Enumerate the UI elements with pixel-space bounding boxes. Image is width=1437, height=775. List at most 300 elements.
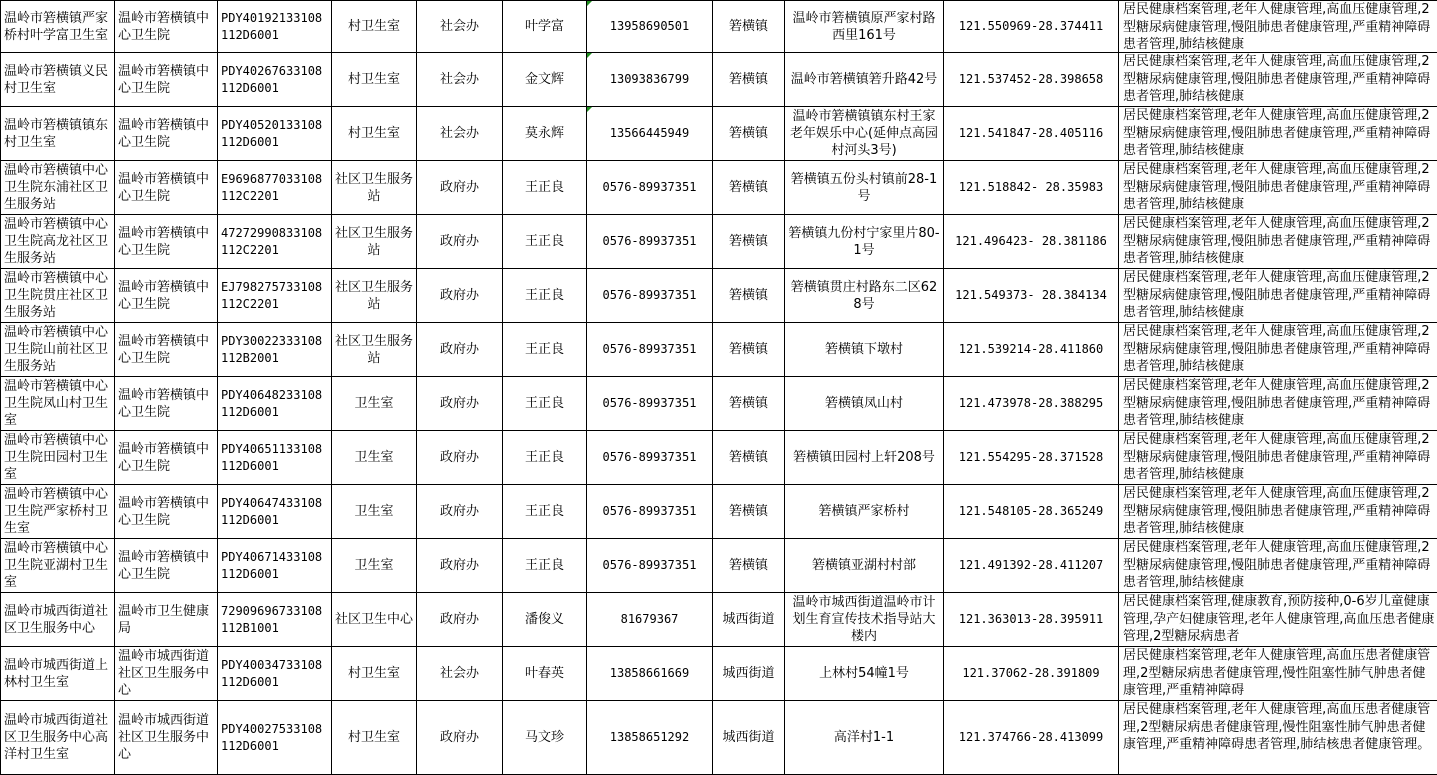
cell-operator-type[interactable] [417, 1, 503, 53]
cell-services[interactable] [1119, 539, 1437, 593]
cell-facility-type[interactable] [332, 323, 417, 377]
cell-org-code[interactable] [218, 647, 332, 701]
cell-facility-name[interactable] [1, 269, 115, 323]
cell-address-text: 高洋村1-1 [834, 730, 894, 745]
cell-org-code-text: E9696877033108112C2201 [221, 172, 322, 203]
cell-facility-name[interactable] [1, 323, 115, 377]
services-clip [1123, 269, 1435, 321]
cell-org-code-text: 47272990833108112C2201 [221, 226, 322, 257]
cell-operator-type[interactable] [417, 161, 503, 215]
cell-town[interactable] [713, 593, 785, 647]
cell-address-text: 箬横镇严家桥村 [818, 504, 909, 519]
cell-coordinates[interactable] [944, 161, 1119, 215]
cell-coordinates[interactable] [944, 539, 1119, 593]
cell-phone-text: 0576-89937351 [603, 288, 697, 302]
cell-operator-type-text: 社会办 [440, 666, 479, 681]
cell-phone-text: 13958690501 [610, 19, 689, 33]
cell-operator-type-text: 政府办 [440, 396, 479, 411]
cell-phone[interactable] [587, 485, 713, 539]
services-clip [1123, 431, 1435, 483]
cell-phone[interactable] [587, 701, 713, 775]
cell-coordinates[interactable] [944, 1, 1119, 53]
cell-facility-type-text: 村卫生室 [348, 666, 400, 681]
services-clip [1123, 1, 1435, 51]
cell-facility-name-text: 温岭市箬横镇义民村卫生室 [4, 64, 108, 96]
table-row [1, 647, 1437, 701]
cell-phone[interactable] [587, 1, 713, 53]
cell-services-text: 居民健康档案管理,老年人健康管理,高血压健康管理,2型糖尿病健康管理,慢阻肺患者健康管理,严重精神障碍患者管理,肺结核健康 [1123, 108, 1430, 158]
cell-phone-text: 13858661669 [610, 666, 689, 680]
cell-coordinates-text: 121.363013-28.395911 [959, 612, 1104, 626]
cell-coordinates-text: 121.496423- 28.381186 [955, 234, 1107, 248]
table-row [1, 485, 1437, 539]
cell-facility-name[interactable] [1, 377, 115, 431]
cell-facility-name[interactable] [1, 107, 115, 161]
table-row [1, 215, 1437, 269]
cell-contact-person[interactable] [503, 431, 587, 485]
cell-address-text: 箬横镇亚湖村村部 [812, 558, 916, 573]
cell-services-text: 居民健康档案管理,老年人健康管理,高血压健康管理,2型糖尿病健康管理,慢阻肺患者健康管理,严重精神障碍患者管理,肺结核健康 [1123, 378, 1430, 428]
cell-facility-name-text: 温岭市城西街道社区卫生服务中心 [4, 604, 108, 636]
cell-coordinates[interactable] [944, 647, 1119, 701]
cell-coordinates[interactable] [944, 53, 1119, 107]
cell-parent-org[interactable] [115, 647, 218, 701]
cell-operator-type-text: 政府办 [440, 450, 479, 465]
cell-org-code-text: PDY40034733108112D6001 [221, 658, 322, 689]
cell-operator-type-text: 政府办 [440, 234, 479, 249]
cell-contact-person-text: 叶学富 [525, 19, 564, 34]
cell-parent-org[interactable] [115, 1, 218, 53]
cell-parent-org[interactable] [115, 53, 218, 107]
cell-facility-type[interactable] [332, 107, 417, 161]
services-clip [1123, 53, 1435, 105]
cell-org-code[interactable] [218, 323, 332, 377]
cell-coordinates[interactable] [944, 377, 1119, 431]
cell-facility-type-text: 社区卫生服务站 [335, 172, 413, 204]
cell-address[interactable] [785, 107, 944, 161]
cell-parent-org-text: 温岭市箬横镇中心卫生院 [118, 172, 209, 204]
cell-facility-type[interactable] [332, 539, 417, 593]
cell-org-code-text: PDY40671433108112D6001 [221, 550, 322, 581]
cell-address[interactable] [785, 1, 944, 53]
cell-facility-name-text: 温岭市箬横镇中心卫生院贯庄社区卫生服务站 [4, 271, 108, 320]
cell-town[interactable] [713, 377, 785, 431]
cell-parent-org-text: 温岭市箬横镇中心卫生院 [118, 64, 209, 96]
cell-address[interactable] [785, 701, 944, 775]
cell-town[interactable] [713, 323, 785, 377]
cell-phone[interactable] [587, 539, 713, 593]
cell-facility-type[interactable] [332, 485, 417, 539]
cell-town-text: 箬横镇 [729, 342, 768, 357]
cell-operator-type-text: 政府办 [440, 558, 479, 573]
cell-address[interactable] [785, 377, 944, 431]
cell-services-text: 居民健康档案管理,健康教育,预防接种,0-6岁儿童健康管理,孕产妇健康管理,老年人健康管理,高血压患者健康管理,2型糖尿病患者 [1123, 594, 1434, 644]
cell-org-code[interactable] [218, 377, 332, 431]
cell-address[interactable] [785, 485, 944, 539]
cell-phone[interactable] [587, 53, 713, 107]
cell-address[interactable] [785, 269, 944, 323]
cell-facility-type-text: 卫生室 [354, 450, 393, 465]
cell-coordinates-text: 121.541847-28.405116 [959, 126, 1104, 140]
cell-coordinates[interactable] [944, 323, 1119, 377]
cell-facility-type[interactable] [332, 161, 417, 215]
cell-contact-person-text: 马文珍 [525, 730, 564, 745]
cell-town[interactable] [713, 215, 785, 269]
cell-operator-type[interactable] [417, 269, 503, 323]
cell-facility-type[interactable] [332, 53, 417, 107]
cell-phone-text: 13566445949 [610, 126, 689, 140]
cell-org-code[interactable] [218, 215, 332, 269]
cell-services[interactable] [1119, 431, 1437, 485]
cell-address-text: 箬横镇九份村宁家里片80-1号 [788, 226, 939, 258]
cell-address-text: 温岭市城西街道温岭市计划生育宣传技术指导站大楼内 [792, 595, 935, 644]
cell-facility-name[interactable] [1, 161, 115, 215]
cell-services[interactable] [1119, 377, 1437, 431]
cell-services[interactable] [1119, 701, 1437, 775]
cell-phone[interactable] [587, 593, 713, 647]
cell-facility-type-text: 村卫生室 [348, 19, 400, 34]
cell-phone[interactable] [587, 269, 713, 323]
cell-facility-name[interactable] [1, 485, 115, 539]
cell-town-text: 城西街道 [722, 666, 774, 681]
cell-org-code[interactable] [218, 1, 332, 53]
cell-org-code[interactable] [218, 107, 332, 161]
cell-town[interactable] [713, 107, 785, 161]
cell-org-code[interactable] [218, 161, 332, 215]
cell-facility-type-text: 社区卫生服务站 [335, 226, 413, 258]
cell-facility-name-text: 温岭市城西街道社区卫生服务中心高洋村卫生室 [4, 713, 108, 762]
cell-parent-org[interactable] [115, 323, 218, 377]
cell-phone[interactable] [587, 323, 713, 377]
cell-facility-type[interactable] [332, 269, 417, 323]
cell-org-code[interactable] [218, 539, 332, 593]
cell-contact-person[interactable] [503, 269, 587, 323]
cell-address-text: 箬横镇贯庄村路东二区628号 [791, 280, 938, 312]
cell-parent-org[interactable] [115, 539, 218, 593]
cell-phone-text: 0576-89937351 [603, 234, 697, 248]
cell-address-text: 箬横镇五份头村镇前28-1号 [791, 172, 938, 204]
cell-phone-text: 81679367 [621, 612, 679, 626]
cell-org-code[interactable] [218, 53, 332, 107]
cell-org-code-text: PDY40648233108112D6001 [221, 388, 322, 419]
cell-coordinates-text: 121.549373- 28.384134 [955, 288, 1107, 302]
cell-org-code-text: PDY40192133108112D6001 [221, 11, 322, 42]
cell-operator-type[interactable] [417, 539, 503, 593]
cell-parent-org-text: 温岭市箬横镇中心卫生院 [118, 550, 209, 582]
cell-operator-type[interactable] [417, 377, 503, 431]
table-row [1, 593, 1437, 647]
cell-address[interactable] [785, 161, 944, 215]
cell-town[interactable] [713, 539, 785, 593]
comment-marker-icon [587, 1, 592, 6]
cell-parent-org-text: 温岭市箬横镇中心卫生院 [118, 496, 209, 528]
cell-operator-type[interactable] [417, 53, 503, 107]
cell-services[interactable] [1119, 593, 1437, 647]
cell-parent-org-text: 温岭市卫生健康局 [118, 604, 209, 636]
cell-parent-org[interactable] [115, 377, 218, 431]
cell-services[interactable] [1119, 647, 1437, 701]
cell-parent-org[interactable] [115, 107, 218, 161]
cell-facility-type-text: 卫生室 [354, 504, 393, 519]
cell-operator-type[interactable] [417, 323, 503, 377]
cell-town-text: 箬横镇 [729, 72, 768, 87]
cell-operator-type[interactable] [417, 485, 503, 539]
cell-coordinates[interactable] [944, 485, 1119, 539]
table-row [1, 107, 1437, 161]
cell-contact-person[interactable] [503, 53, 587, 107]
cell-address[interactable] [785, 539, 944, 593]
cell-operator-type-text: 政府办 [440, 342, 479, 357]
cell-facility-name-text: 温岭市箬横镇中心卫生院高龙社区卫生服务站 [4, 217, 108, 266]
services-clip [1123, 215, 1435, 267]
services-clip [1123, 701, 1435, 754]
cell-org-code[interactable] [218, 485, 332, 539]
cell-parent-org-text: 温岭市城西街道社区卫生服务中心 [118, 649, 209, 698]
cell-facility-type-text: 社区卫生中心 [335, 612, 413, 627]
cell-operator-type-text: 政府办 [440, 288, 479, 303]
cell-facility-type-text: 村卫生室 [348, 72, 400, 87]
services-clip [1123, 647, 1435, 699]
cell-facility-name-text: 温岭市箬横镇中心卫生院田园村卫生室 [4, 433, 108, 482]
cell-parent-org-text: 温岭市箬横镇中心卫生院 [118, 11, 209, 43]
cell-org-code-text: PDY40027533108112D6001 [221, 722, 322, 753]
cell-phone-text: 0576-89937351 [603, 450, 697, 464]
cell-contact-person-text: 王正良 [525, 180, 564, 195]
cell-town[interactable] [713, 485, 785, 539]
cell-services-text: 居民健康档案管理,老年人健康管理,高血压健康管理,2型糖尿病健康管理,慢阻肺患者健康管理,严重精神障碍患者管理,肺结核健康 [1123, 54, 1430, 104]
cell-parent-org[interactable] [115, 593, 218, 647]
cell-coordinates[interactable] [944, 215, 1119, 269]
cell-contact-person[interactable] [503, 701, 587, 775]
cell-operator-type-text: 政府办 [440, 504, 479, 519]
cell-services[interactable] [1119, 269, 1437, 323]
cell-services-text: 居民健康档案管理,老年人健康管理,高血压患者健康管理,2型糖尿病患者健康管理,慢性阻塞性肺气肿患者健康管理,严重精神障碍 [1123, 648, 1430, 698]
cell-facility-name[interactable] [1, 215, 115, 269]
cell-services-text: 居民健康档案管理,老年人健康管理,高血压健康管理,2型糖尿病健康管理,慢阻肺患者健康管理,严重精神障碍患者管理,肺结核健康 [1123, 432, 1430, 482]
cell-address[interactable] [785, 647, 944, 701]
cell-contact-person[interactable] [503, 107, 587, 161]
cell-contact-person-text: 潘俊义 [525, 612, 564, 627]
cell-facility-name[interactable] [1, 593, 115, 647]
cell-parent-org-text: 温岭市箬横镇中心卫生院 [118, 334, 209, 366]
cell-contact-person[interactable] [503, 161, 587, 215]
cell-contact-person-text: 叶春英 [525, 666, 564, 681]
cell-coordinates-text: 121.37062-28.391809 [962, 666, 1099, 680]
cell-phone[interactable] [587, 431, 713, 485]
cell-facility-name-text: 温岭市箬横镇中心卫生院凤山村卫生室 [4, 379, 108, 428]
cell-contact-person-text: 王正良 [525, 234, 564, 249]
cell-facility-name-text: 温岭市箬横镇中心卫生院亚湖村卫生室 [4, 541, 108, 590]
cell-operator-type[interactable] [417, 431, 503, 485]
cell-services[interactable] [1119, 485, 1437, 539]
cell-address-text: 箬横镇凤山村 [825, 396, 903, 411]
cell-town[interactable] [713, 431, 785, 485]
cell-address[interactable] [785, 53, 944, 107]
table-row [1, 323, 1437, 377]
cell-parent-org[interactable] [115, 269, 218, 323]
cell-org-code-text: PDY30022333108112B2001 [221, 334, 322, 365]
cell-facility-type[interactable] [332, 377, 417, 431]
cell-phone[interactable] [587, 161, 713, 215]
cell-operator-type[interactable] [417, 593, 503, 647]
cell-contact-person[interactable] [503, 593, 587, 647]
cell-coordinates[interactable] [944, 107, 1119, 161]
cell-facility-name-text: 温岭市箬横镇严家桥村叶学富卫生室 [4, 11, 108, 43]
cell-town[interactable] [713, 269, 785, 323]
cell-operator-type[interactable] [417, 701, 503, 775]
cell-services[interactable] [1119, 1, 1437, 53]
cell-facility-name-text: 温岭市城西街道上林村卫生室 [4, 658, 108, 690]
cell-services-text: 居民健康档案管理,老年人健康管理,高血压健康管理,2型糖尿病健康管理,慢阻肺患者健康管理,严重精神障碍患者管理,肺结核健康 [1123, 324, 1430, 374]
cell-facility-name[interactable] [1, 53, 115, 107]
cell-coordinates[interactable] [944, 701, 1119, 775]
cell-facility-type-text: 卫生室 [354, 396, 393, 411]
cell-phone-text: 0576-89937351 [603, 396, 697, 410]
cell-phone-text: 0576-89937351 [603, 180, 697, 194]
cell-services-text: 居民健康档案管理,老年人健康管理,高血压健康管理,2型糖尿病健康管理,慢阻肺患者健康管理,严重精神障碍患者管理,肺结核健康 [1123, 540, 1430, 590]
cell-facility-name[interactable] [1, 701, 115, 775]
cell-contact-person-text: 王正良 [525, 558, 564, 573]
cell-facility-name-text: 温岭市箬横镇中心卫生院山前社区卫生服务站 [4, 325, 108, 374]
table-row [1, 701, 1437, 775]
cell-org-code-text: PDY40647433108112D6001 [221, 496, 322, 527]
cell-contact-person[interactable] [503, 215, 587, 269]
cell-contact-person[interactable] [503, 647, 587, 701]
cell-town-text: 城西街道 [722, 612, 774, 627]
cell-coordinates-text: 121.374766-28.413099 [959, 730, 1104, 744]
cell-town-text: 箬横镇 [729, 126, 768, 141]
cell-contact-person-text: 莫永辉 [525, 126, 564, 141]
cell-facility-type[interactable] [332, 1, 417, 53]
cell-facility-name-text: 温岭市箬横镇镇东村卫生室 [4, 118, 108, 150]
table-body [1, 1, 1437, 775]
cell-address-text: 上林村54幢1号 [819, 666, 909, 681]
cell-parent-org[interactable] [115, 215, 218, 269]
cell-parent-org[interactable] [115, 431, 218, 485]
cell-services-text: 居民健康档案管理,老年人健康管理,高血压健康管理,2型糖尿病健康管理,慢阻肺患者健康管理,严重精神障碍患者管理,肺结核健康 [1123, 2, 1430, 51]
cell-contact-person-text: 王正良 [525, 504, 564, 519]
cell-phone[interactable] [587, 377, 713, 431]
cell-org-code[interactable] [218, 269, 332, 323]
cell-phone-text: 13093836799 [610, 72, 689, 86]
cell-town-text: 箬横镇 [729, 180, 768, 195]
cell-address-text: 箬横镇下墩村 [825, 342, 903, 357]
cell-coordinates-text: 121.539214-28.411860 [959, 342, 1104, 356]
cell-parent-org-text: 温岭市箬横镇中心卫生院 [118, 388, 209, 420]
cell-facility-type-text: 村卫生室 [348, 730, 400, 745]
cell-services[interactable] [1119, 323, 1437, 377]
cell-services-text: 居民健康档案管理,老年人健康管理,高血压健康管理,2型糖尿病健康管理,慢阻肺患者健康管理,严重精神障碍患者管理,肺结核健康 [1123, 486, 1430, 536]
cell-facility-type[interactable] [332, 593, 417, 647]
cell-services[interactable] [1119, 161, 1437, 215]
cell-org-code-text: PDY40520133108112D6001 [221, 118, 322, 149]
cell-town-text: 城西街道 [722, 730, 774, 745]
cell-org-code[interactable] [218, 431, 332, 485]
cell-phone-text: 0576-89937351 [603, 504, 697, 518]
cell-facility-name[interactable] [1, 431, 115, 485]
cell-facility-type[interactable] [332, 431, 417, 485]
cell-services[interactable] [1119, 215, 1437, 269]
cell-coordinates[interactable] [944, 269, 1119, 323]
cell-facility-type[interactable] [332, 215, 417, 269]
cell-town[interactable] [713, 647, 785, 701]
cell-services-text: 居民健康档案管理,老年人健康管理,高血压健康管理,2型糖尿病健康管理,慢阻肺患者健康管理,严重精神障碍患者管理,肺结核健康 [1123, 270, 1430, 320]
cell-services[interactable] [1119, 53, 1437, 107]
cell-parent-org[interactable] [115, 485, 218, 539]
cell-operator-type[interactable] [417, 647, 503, 701]
cell-facility-type-text: 村卫生室 [348, 126, 400, 141]
cell-contact-person[interactable] [503, 323, 587, 377]
cell-coordinates-text: 121.473978-28.388295 [959, 396, 1104, 410]
cell-town[interactable] [713, 53, 785, 107]
cell-contact-person[interactable] [503, 377, 587, 431]
cell-operator-type-text: 社会办 [440, 126, 479, 141]
cell-parent-org[interactable] [115, 161, 218, 215]
cell-org-code[interactable] [218, 593, 332, 647]
cell-town-text: 箬横镇 [729, 450, 768, 465]
cell-town[interactable] [713, 1, 785, 53]
cell-coordinates[interactable] [944, 431, 1119, 485]
cell-facility-type-text: 卫生室 [354, 558, 393, 573]
cell-contact-person[interactable] [503, 485, 587, 539]
cell-contact-person[interactable] [503, 539, 587, 593]
cell-town[interactable] [713, 701, 785, 775]
cell-facility-type-text: 社区卫生服务站 [335, 280, 413, 312]
cell-town-text: 箬横镇 [729, 288, 768, 303]
cell-operator-type[interactable] [417, 215, 503, 269]
cell-parent-org-text: 温岭市城西街道社区卫生服务中心 [118, 713, 209, 762]
comment-marker-icon [587, 107, 592, 112]
cell-contact-person[interactable] [503, 1, 587, 53]
cell-operator-type[interactable] [417, 107, 503, 161]
table-row [1, 161, 1437, 215]
cell-address-text: 箬横镇田园村上轩208号 [793, 450, 935, 465]
cell-services-text: 居民健康档案管理,老年人健康管理,高血压健康管理,2型糖尿病健康管理,慢阻肺患者健康管理,严重精神障碍患者管理,肺结核健康 [1123, 162, 1430, 212]
cell-facility-name[interactable] [1, 647, 115, 701]
cell-address[interactable] [785, 323, 944, 377]
cell-org-code[interactable] [218, 701, 332, 775]
cell-facility-name-text: 温岭市箬横镇中心卫生院严家桥村卫生室 [4, 487, 108, 536]
cell-coordinates-text: 121.491392-28.411207 [959, 558, 1104, 572]
cell-phone[interactable] [587, 647, 713, 701]
cell-address-text: 温岭市箬横镇镇东村王家老年娱乐中心(延伸点高园村河头3号) [790, 109, 938, 158]
cell-address[interactable] [785, 215, 944, 269]
services-clip [1123, 323, 1435, 375]
cell-services[interactable] [1119, 107, 1437, 161]
cell-facility-type[interactable] [332, 647, 417, 701]
cell-facility-name[interactable] [1, 1, 115, 53]
table-row [1, 53, 1437, 107]
cell-phone[interactable] [587, 215, 713, 269]
cell-org-code-text: 72909696733108112B1001 [221, 604, 322, 635]
cell-facility-type-text: 社区卫生服务站 [335, 334, 413, 366]
cell-coordinates-text: 121.554295-28.371528 [959, 450, 1104, 464]
cell-phone[interactable] [587, 107, 713, 161]
cell-services-text: 居民健康档案管理,老年人健康管理,高血压健康管理,2型糖尿病健康管理,慢阻肺患者健康管理,严重精神障碍患者管理,肺结核健康 [1123, 216, 1430, 266]
cell-facility-name[interactable] [1, 539, 115, 593]
cell-coordinates[interactable] [944, 593, 1119, 647]
cell-org-code-text: PDY40651133108112D6001 [221, 442, 322, 473]
cell-town[interactable] [713, 161, 785, 215]
cell-facility-type[interactable] [332, 701, 417, 775]
cell-parent-org[interactable] [115, 701, 218, 775]
cell-org-code-text: PDY40267633108112D6001 [221, 64, 322, 95]
cell-contact-person-text: 王正良 [525, 450, 564, 465]
services-clip [1123, 485, 1435, 537]
cell-address[interactable] [785, 593, 944, 647]
cell-parent-org-text: 温岭市箬横镇中心卫生院 [118, 226, 209, 258]
cell-address[interactable] [785, 431, 944, 485]
